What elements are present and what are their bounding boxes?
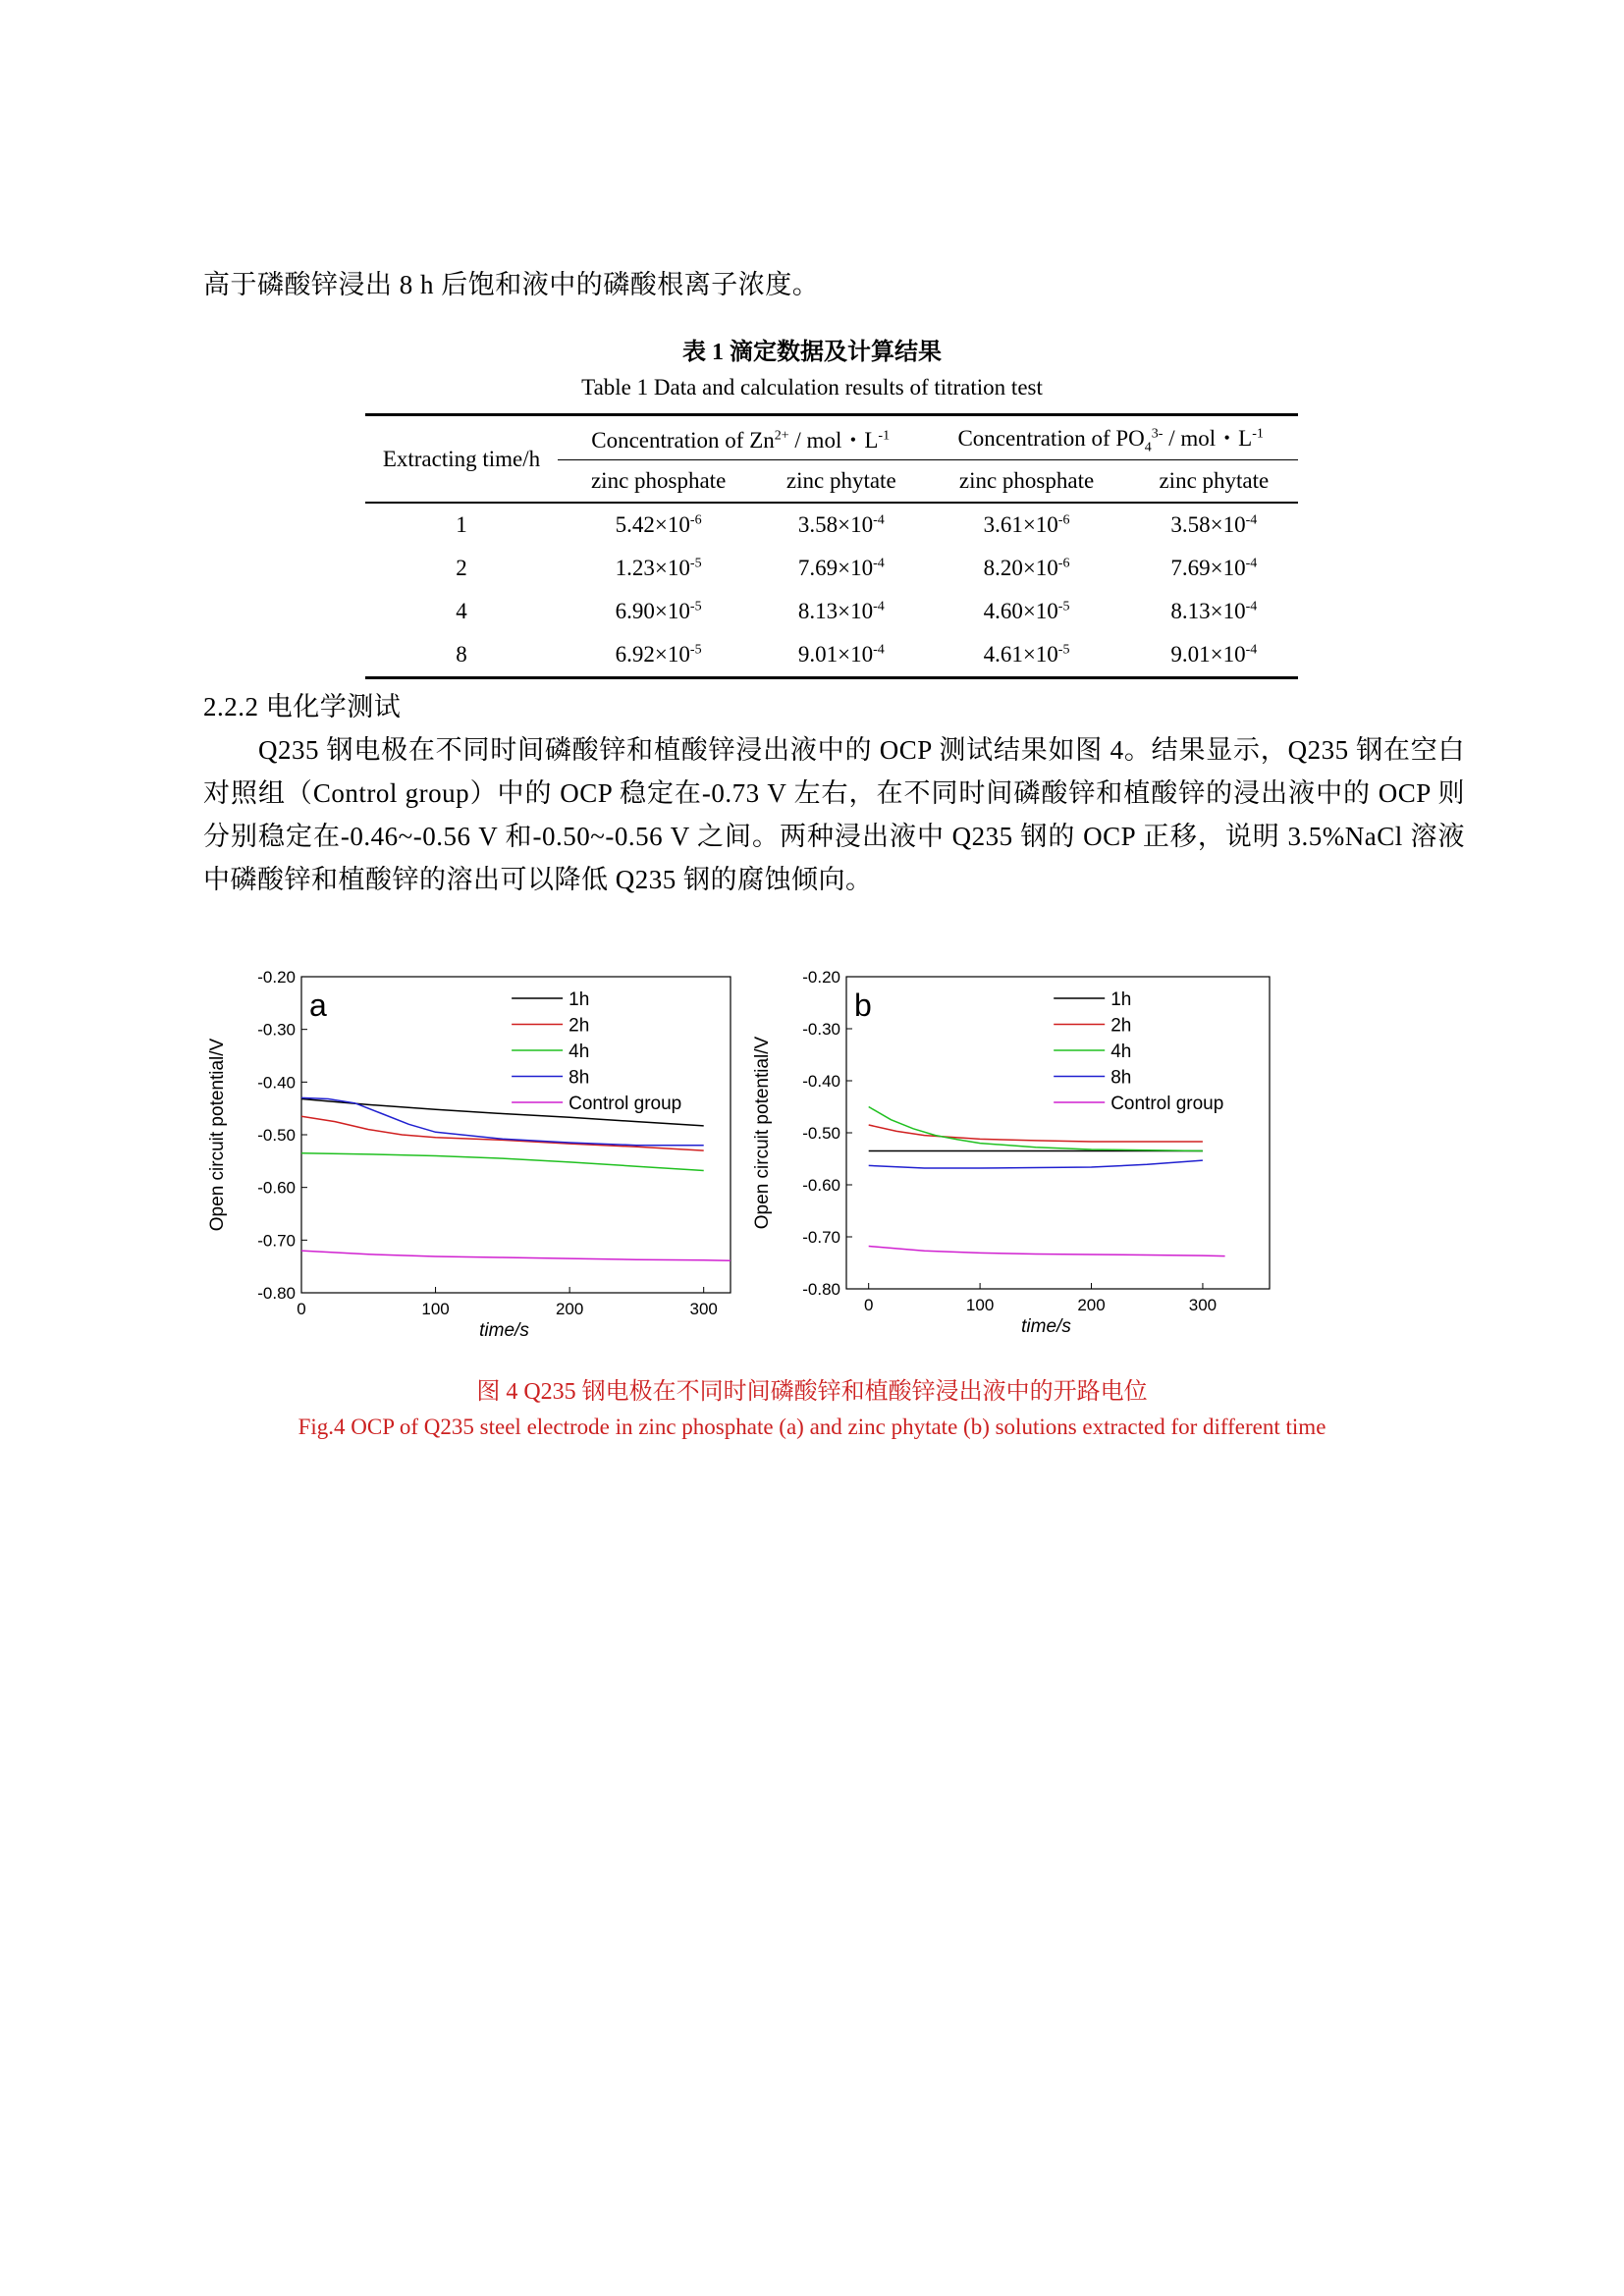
cell-value: $3.58\times 10^{-4}$ <box>797 512 885 537</box>
y-axis-label: Open circuit potential/V <box>207 1038 228 1232</box>
legend-label: 8h <box>568 1067 590 1089</box>
x-tick-label: 100 <box>965 1296 995 1314</box>
legend-label: 2h <box>1110 1015 1132 1037</box>
figure-caption-en: Fig.4 OCP of Q235 steel electrode in zinc phosphate (a) and zinc phytate (b) solutions extracted for different time <box>298 1415 1326 1439</box>
x-tick-label: 300 <box>689 1300 718 1318</box>
titration-table <box>365 413 1298 679</box>
cell-time: 1 <box>456 512 467 537</box>
cell-time: 2 <box>456 556 467 580</box>
cell-value: $6.90\times 10^{-5}$ <box>615 599 702 623</box>
legend-label: Control group <box>1110 1094 1224 1114</box>
x-tick-label: 200 <box>555 1300 584 1318</box>
legend-label: 1h <box>568 989 590 1010</box>
subheader-zinc-phytate: zinc phytate <box>759 460 923 504</box>
y-tick-label: -0.20 <box>257 968 296 987</box>
cell-value: $3.61\times 10^{-6}$ <box>983 512 1070 537</box>
y-tick-label: -0.30 <box>802 1020 840 1039</box>
cell-value: $9.01\times 10^{-4}$ <box>759 633 923 678</box>
y-tick-label: -0.70 <box>802 1228 840 1247</box>
y-tick-label: -0.70 <box>257 1231 296 1251</box>
series-line-control-group <box>869 1247 1225 1256</box>
x-tick-label: 200 <box>1077 1296 1106 1314</box>
y-tick-label: -0.30 <box>257 1020 296 1040</box>
table-row <box>365 633 1298 678</box>
panel-label: b <box>854 988 872 1023</box>
y-axis-label: Open circuit potential/V <box>752 1036 773 1230</box>
series-line-control-group <box>301 1251 731 1260</box>
cell-value: $6.92\times 10^{-5}$ <box>558 633 759 678</box>
panel-label: a <box>309 988 327 1023</box>
y-tick-label: -0.60 <box>802 1176 840 1195</box>
x-axis-label: time/s <box>479 1320 529 1341</box>
cell-value: $7.69\times 10^{-4}$ <box>1170 556 1258 580</box>
header-extracting-time: Extracting time/h <box>365 415 558 504</box>
chart-a-svg <box>196 967 746 1360</box>
x-tick-label: 300 <box>1188 1296 1218 1314</box>
section-heading: 2.2.2 电化学测试 <box>203 692 402 721</box>
paragraph-top: 高于磷酸锌浸出 8 h 后饱和液中的磷酸根离子浓度。 <box>203 270 820 299</box>
cell-value: $7.69\times 10^{-4}$ <box>797 556 885 580</box>
series-line-8h <box>869 1160 1203 1168</box>
cell-value: $8.20\times 10^{-6}$ <box>983 556 1070 580</box>
y-tick-label: -0.50 <box>802 1124 840 1143</box>
y-tick-label: -0.50 <box>257 1126 296 1145</box>
subheader-zinc-phytate: zinc phytate <box>1130 460 1298 504</box>
subheader-zinc-phosphate: zinc phosphate <box>923 460 1129 504</box>
y-tick-label: -0.60 <box>257 1178 296 1198</box>
paragraph-main <box>203 728 1465 901</box>
cell-time: 4 <box>456 599 467 623</box>
table-row <box>365 547 1298 590</box>
series-line-2h <box>869 1125 1203 1142</box>
legend-label: 8h <box>1110 1067 1132 1089</box>
chart-b-svg <box>741 967 1291 1360</box>
x-tick-label: 100 <box>421 1300 450 1318</box>
y-tick-label: -0.80 <box>802 1280 840 1299</box>
y-tick-label: -0.40 <box>257 1073 296 1093</box>
table-row <box>365 503 1298 547</box>
y-tick-label: -0.80 <box>257 1284 296 1303</box>
cell-value: $4.60\times 10^{-5}$ <box>983 599 1070 623</box>
subheader-zinc-phosphate: zinc phosphate <box>558 460 759 504</box>
cell-value: $9.01\times 10^{-4}$ <box>1130 633 1298 678</box>
table-caption-en: Table 1 Data and calculation results of titration test <box>581 375 1043 400</box>
header-po4-concentration: Concentration of $PO_4^{3-}$ / mol・$L^{-1}$ <box>923 415 1298 460</box>
series-line-4h <box>301 1153 704 1171</box>
y-tick-label: -0.40 <box>802 1072 840 1091</box>
paragraph-main-text: Q235 钢电极在不同时间磷酸锌和植酸锌浸出液中的 OCP 测试结果如图 4。结果显示，Q235 钢在空白对照组（Control group）中的 OCP 稳定在-0.73 V 左右，在不同时间磷酸锌和植酸锌的浸出液中的 OCP 则分别稳定在-0.46~-0.56 V 和-0.50~-0.56 V 之间。两种浸出液中 Q235 钢的 OCP 正移，说明 3.5%NaCl 溶液中磷酸锌和植酸锌的溶出可以降低 Q235 钢的腐蚀倾向。 <box>203 735 1465 894</box>
x-tick-label: 0 <box>297 1300 306 1318</box>
table-row <box>365 590 1298 633</box>
legend-label: 1h <box>1110 989 1132 1010</box>
cell-value: $8.13\times 10^{-4}$ <box>1170 599 1258 623</box>
cell-value: $1.23\times 10^{-5}$ <box>615 556 702 580</box>
cell-value: $8.13\times 10^{-4}$ <box>797 599 885 623</box>
figure-caption-cn: 图 4 Q235 钢电极在不同时间磷酸锌和植酸锌浸出液中的开路电位 <box>476 1379 1148 1405</box>
header-zn-concentration: Concentration of $Zn^{2+}$ / mol・$L^{-1}$ <box>558 415 923 460</box>
cell-time: 8 <box>365 633 558 678</box>
table-caption-cn: 表 1 滴定数据及计算结果 <box>682 340 942 365</box>
x-tick-label: 0 <box>863 1296 874 1314</box>
cell-value: $5.42\times 10^{-6}$ <box>615 512 702 537</box>
y-tick-label: -0.20 <box>802 968 840 987</box>
chart-panel-b <box>741 967 1291 1364</box>
cell-value: $4.61\times 10^{-5}$ <box>923 633 1129 678</box>
legend-label: Control group <box>568 1094 682 1114</box>
x-axis-label: time/s <box>1021 1316 1071 1337</box>
cell-value: $3.58\times 10^{-4}$ <box>1170 512 1258 537</box>
legend-label: 4h <box>568 1041 590 1062</box>
chart-panel-a <box>196 967 746 1364</box>
legend-label: 2h <box>568 1015 590 1037</box>
legend-label: 4h <box>1110 1041 1132 1062</box>
